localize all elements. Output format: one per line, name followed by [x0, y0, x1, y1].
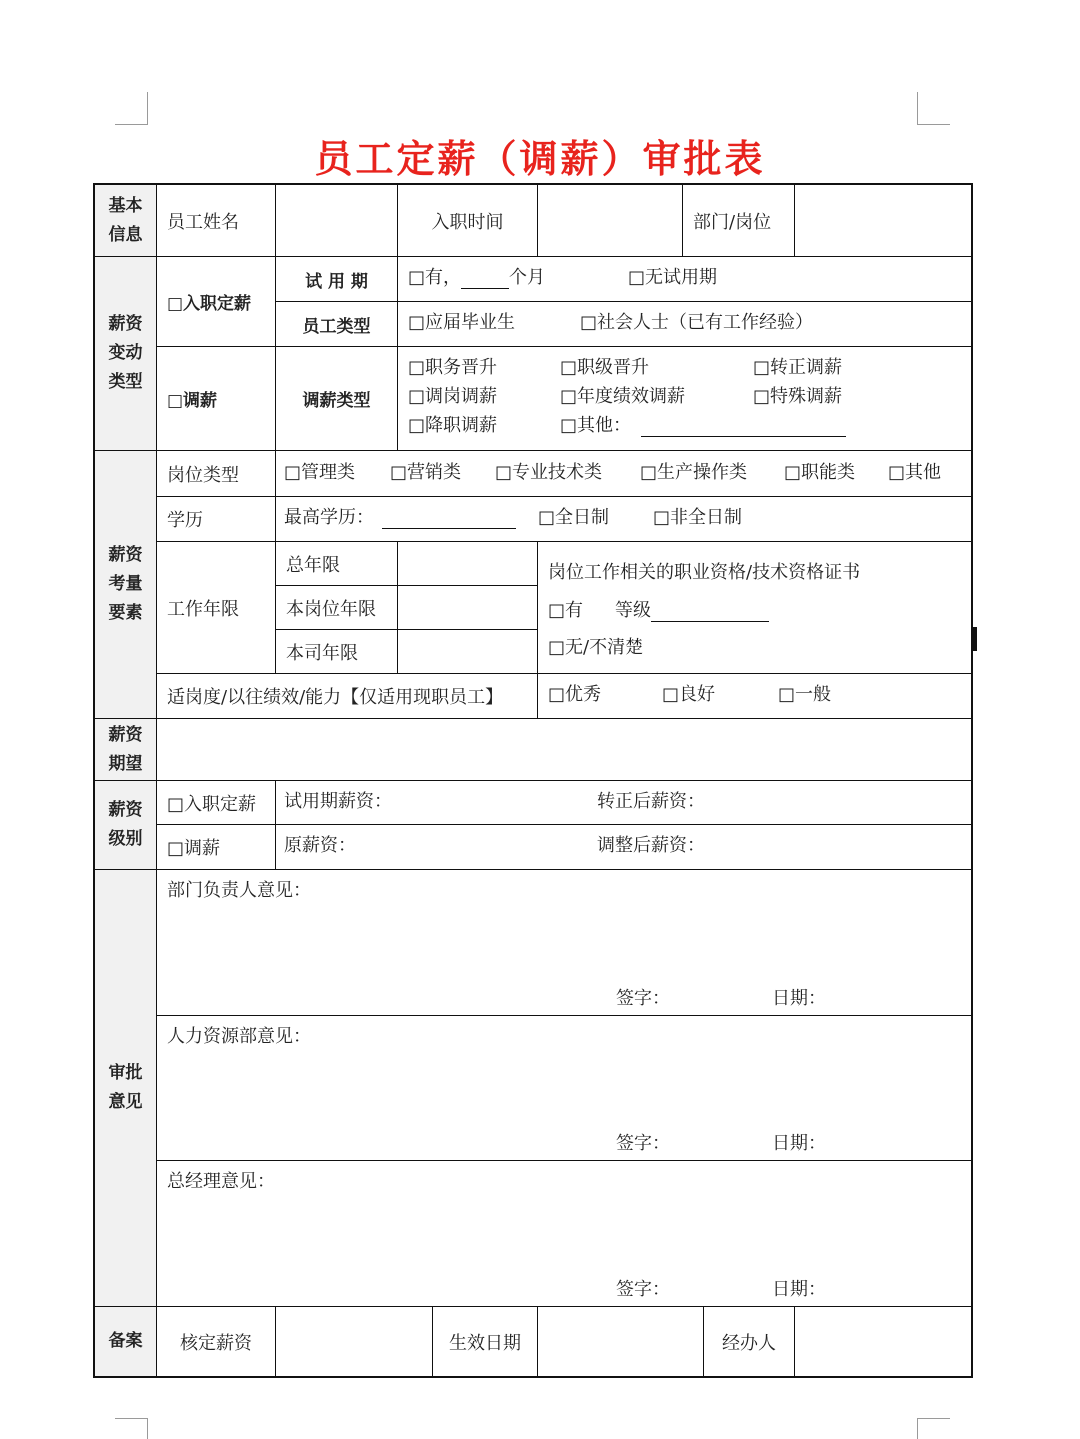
- adjust-salary-row: [276, 825, 971, 870]
- employee-type-row: [398, 302, 971, 347]
- department-post-label: 部门/岗位: [683, 185, 795, 257]
- special-adjust-checkbox[interactable]: □特殊调薪: [753, 386, 843, 407]
- hr-opinion-label: 人力资源部意见：: [167, 1026, 311, 1047]
- hr-opinion-box[interactable]: [157, 1016, 971, 1161]
- probation-yes-checkbox[interactable]: □有， 个月: [408, 267, 546, 288]
- annual-adjust-checkbox[interactable]: □年度绩效调薪: [560, 386, 686, 407]
- certificate-yes-checkbox[interactable]: □有: [548, 600, 584, 621]
- social-hire-checkbox[interactable]: □社会人士（已有工作经验）: [580, 312, 814, 333]
- section-header-salary-level: 薪资级别: [95, 781, 157, 870]
- probation-label: 试 用 期: [276, 257, 398, 302]
- part-time-checkbox[interactable]: □非全日制: [653, 507, 743, 528]
- graduate-checkbox[interactable]: □应届毕业生: [408, 312, 516, 333]
- employee-type-label: 员工类型: [276, 302, 398, 347]
- job-type-other-checkbox[interactable]: □其他: [888, 462, 942, 483]
- page-title: 员工定薪（调薪）审批表: [314, 137, 766, 181]
- dept-sign-label: 签字：: [616, 988, 670, 1009]
- certificate-title: 岗位工作相关的职业资格/技术资格证书: [548, 562, 861, 583]
- fitness-good-checkbox[interactable]: □良好: [662, 684, 716, 705]
- salary-expectation-field[interactable]: [157, 719, 971, 781]
- full-time-checkbox[interactable]: □全日制: [538, 507, 610, 528]
- transfer-adjust-checkbox[interactable]: □调岗调薪: [408, 386, 498, 407]
- hire-date-field[interactable]: [538, 185, 683, 257]
- level-promotion-checkbox[interactable]: □职级晋升: [560, 357, 650, 378]
- adjust-salary-checkbox[interactable]: □调薪: [157, 347, 276, 451]
- section-header-record: 备案: [95, 1307, 157, 1376]
- onboard-salary-checkbox[interactable]: □入职定薪: [157, 257, 276, 347]
- job-type-technical-checkbox[interactable]: □专业技术类: [495, 462, 603, 483]
- dept-opinion-label: 部门负责人意见：: [167, 880, 311, 901]
- gm-sign-label: 签字：: [616, 1279, 670, 1300]
- job-type-management-checkbox[interactable]: □管理类: [284, 462, 356, 483]
- effective-date-field[interactable]: [538, 1307, 704, 1376]
- handler-label: 经办人: [704, 1307, 795, 1376]
- department-post-field[interactable]: [795, 185, 971, 257]
- promotion-checkbox[interactable]: □职务晋升: [408, 357, 498, 378]
- dept-date-label: 日期：: [772, 988, 826, 1009]
- other-adjust-checkbox[interactable]: □其他：: [560, 415, 846, 437]
- employee-name-field[interactable]: [276, 185, 398, 257]
- effective-date-label: 生效日期: [433, 1307, 538, 1376]
- certificate-no-checkbox[interactable]: □无/不清楚: [548, 637, 644, 658]
- job-type-row: [276, 451, 971, 497]
- adjusted-salary-label: 调整后薪资：: [597, 835, 705, 856]
- employee-name-label: 员工姓名: [157, 185, 276, 257]
- demotion-adjust-checkbox[interactable]: □降职调薪: [408, 415, 498, 436]
- job-type-functional-checkbox[interactable]: □职能类: [784, 462, 856, 483]
- crop-mark-top-left: [115, 92, 148, 125]
- hire-date-label: 入职时间: [398, 185, 538, 257]
- company-years-field[interactable]: [398, 630, 538, 674]
- crop-mark-bottom-left: [115, 1418, 148, 1439]
- post-years-label: 本岗位年限: [276, 586, 398, 630]
- job-type-sales-checkbox[interactable]: □营销类: [390, 462, 462, 483]
- education-label: 学历: [157, 497, 276, 542]
- dept-opinion-box[interactable]: [157, 870, 971, 1016]
- adjust-type-label: 调薪类型: [276, 347, 398, 451]
- fitness-label: 适岗度/以往绩效/能力【仅适用现职员工】: [157, 674, 538, 719]
- handler-field[interactable]: [795, 1307, 971, 1376]
- post-years-field[interactable]: [398, 586, 538, 630]
- probation-salary-label: 试用期薪资：: [284, 791, 392, 812]
- work-years-label: 工作年限: [157, 542, 276, 674]
- section-header-basic: 基本信息: [95, 185, 157, 257]
- fitness-excellent-checkbox[interactable]: □优秀: [548, 684, 602, 705]
- fitness-row: [538, 674, 971, 719]
- original-salary-label: 原薪资：: [284, 835, 356, 856]
- section-header-change-type: 薪资变动类型: [95, 257, 157, 451]
- approved-salary-label: 核定薪资: [157, 1307, 276, 1376]
- probation-row: [398, 257, 971, 302]
- regular-salary-label: 转正后薪资：: [597, 791, 705, 812]
- hr-date-label: 日期：: [772, 1133, 826, 1154]
- gm-opinion-label: 总经理意见：: [167, 1171, 275, 1192]
- approval-form: [93, 183, 973, 1378]
- crop-mark-bottom-right: [917, 1418, 950, 1439]
- total-years-label: 总年限: [276, 542, 398, 586]
- certificate-box: [538, 542, 971, 674]
- probation-none-checkbox[interactable]: □无试用期: [628, 267, 718, 288]
- section-header-factors: 薪资考量要素: [95, 451, 157, 719]
- section-header-approval: 审批意见: [95, 870, 157, 1307]
- certificate-grade-field[interactable]: 等级: [615, 600, 769, 622]
- job-type-production-checkbox[interactable]: □生产操作类: [640, 462, 748, 483]
- onboard-salary-row: [276, 781, 971, 825]
- highest-education-field[interactable]: 最高学历：: [284, 507, 516, 529]
- job-type-label: 岗位类型: [157, 451, 276, 497]
- level-adjust-checkbox[interactable]: □调薪: [157, 825, 276, 870]
- total-years-field[interactable]: [398, 542, 538, 586]
- gm-opinion-box[interactable]: [157, 1161, 971, 1307]
- company-years-label: 本司年限: [276, 630, 398, 674]
- crop-mark-top-right: [917, 92, 950, 125]
- adjust-type-options: [398, 347, 971, 451]
- hr-sign-label: 签字：: [616, 1133, 670, 1154]
- section-header-expectation: 薪资期望: [95, 719, 157, 781]
- page-edge-marker: [971, 627, 977, 651]
- level-onboard-checkbox[interactable]: □入职定薪: [157, 781, 276, 825]
- fitness-normal-checkbox[interactable]: □一般: [778, 684, 832, 705]
- education-row: [276, 497, 971, 542]
- approved-salary-field[interactable]: [276, 1307, 433, 1376]
- regular-adjust-checkbox[interactable]: □转正调薪: [753, 357, 843, 378]
- gm-date-label: 日期：: [772, 1279, 826, 1300]
